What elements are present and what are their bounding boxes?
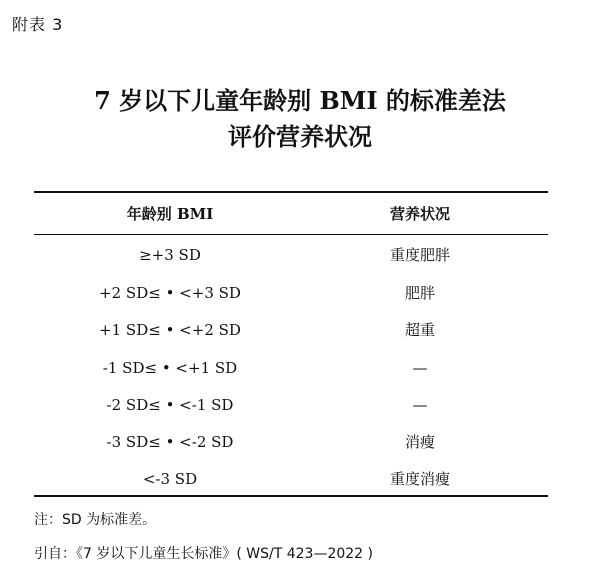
- table-header-rule: [34, 234, 548, 235]
- table-cell-status: 肥胖: [404, 284, 435, 302]
- page-title-line-1: 7 岁以下儿童年龄别 BMI 的标准差法: [94, 86, 506, 115]
- table-row: [0, 311, 600, 349]
- table-row: [0, 423, 600, 461]
- table-cell-bmi: +2 SD≤ • <+3 SD: [99, 284, 241, 302]
- table-header-nutrition-status: 营养状况: [389, 205, 450, 223]
- page-title-line-2: 评价营养状况: [228, 122, 372, 151]
- table-cell-status: 重度消瘦: [389, 470, 450, 488]
- table-cell-status: 超重: [404, 321, 435, 339]
- table-top-rule: [34, 191, 548, 193]
- table-cell-bmi: -3 SD≤ • <-2 SD: [106, 433, 234, 451]
- table-cell-bmi: -2 SD≤ • <-1 SD: [106, 396, 234, 414]
- table-cell-bmi: +1 SD≤ • <+2 SD: [99, 321, 241, 339]
- table-header-bmi: 年龄别 BMI: [126, 205, 214, 223]
- table-cell-status: 消瘦: [404, 433, 435, 451]
- table-row: [0, 460, 600, 498]
- table-cell-bmi: ≥+3 SD: [139, 246, 201, 264]
- table-row: [0, 349, 600, 387]
- table-cell-status: 重度肥胖: [389, 246, 450, 264]
- source-citation: 引自：《7 岁以下儿童生长标准》( WS/T 423—2022 ): [34, 546, 373, 562]
- table-cell-bmi: <-3 SD: [142, 470, 198, 488]
- table-cell-status: —: [412, 359, 428, 377]
- table-row: [0, 386, 600, 424]
- table-bottom-rule: [34, 495, 548, 497]
- appendix-label: 附表 3: [12, 15, 64, 34]
- footnote: 注：SD 为标准差。: [34, 512, 157, 528]
- table-cell-status: —: [412, 396, 428, 414]
- table-cell-bmi: -1 SD≤ • <+1 SD: [102, 359, 238, 377]
- table-row: [0, 274, 600, 312]
- table-row: [0, 236, 600, 274]
